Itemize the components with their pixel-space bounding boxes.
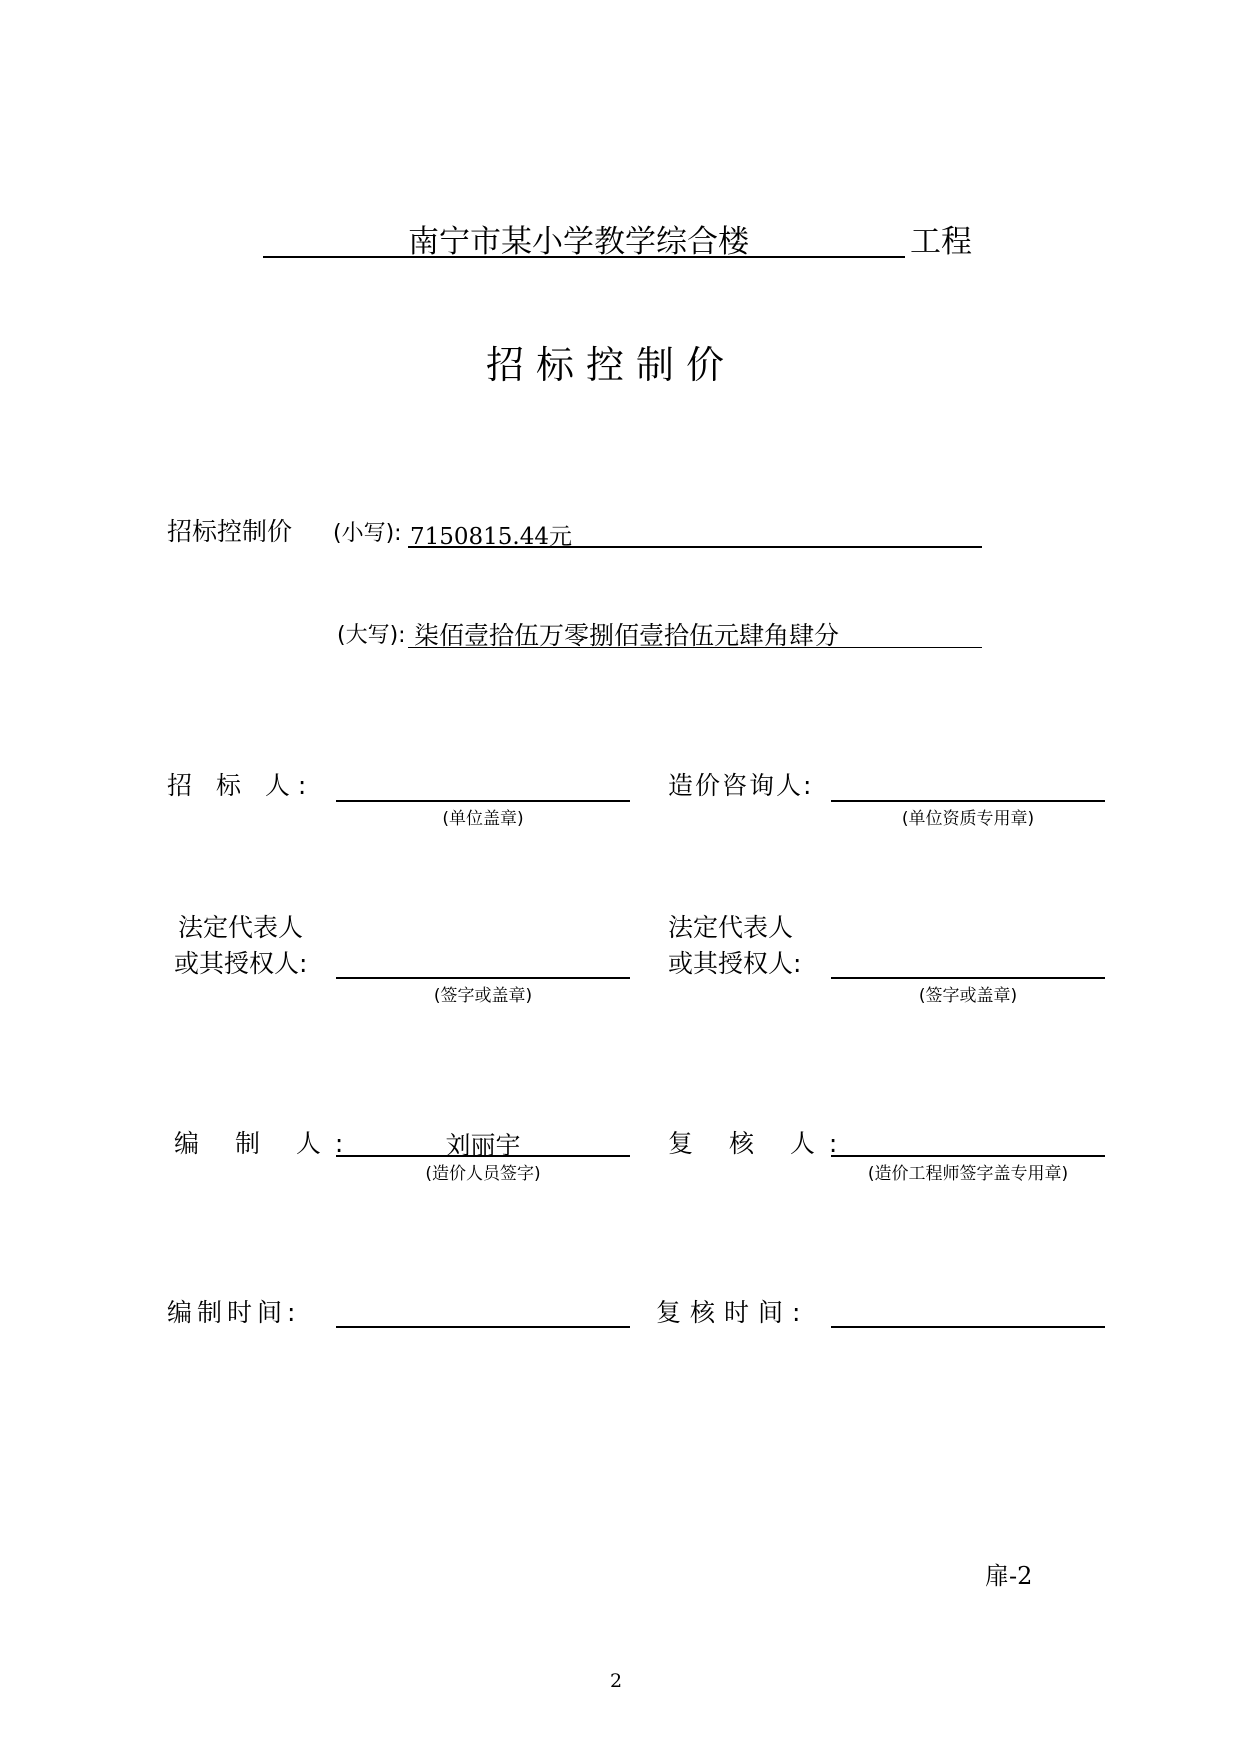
tenderer-rep-signature-line (336, 977, 630, 979)
review-time-line (831, 1326, 1105, 1328)
compile-time-line (336, 1326, 630, 1328)
project-name: 南宁市某小学教学综合楼 (408, 224, 749, 260)
tenderer-note: (单位盖章) (442, 809, 524, 829)
tenderer-label: 招 标 人: (167, 771, 315, 800)
consultant-rep-note: (签字或盖章) (918, 986, 1018, 1006)
consultant-rep-label-line2: 或其授权人: (668, 949, 802, 978)
price-large-underline (408, 647, 982, 648)
project-name-underline (263, 256, 905, 258)
price-small-label: (小写): (333, 521, 402, 546)
tenderer-rep-label-line2: 或其授权人: (174, 949, 308, 978)
tenderer-rep-label-line1: 法定代表人 (178, 913, 304, 942)
form-code: 扉-2 (985, 1562, 1033, 1590)
consultant-rep-signature-line (831, 977, 1105, 979)
price-label: 招标控制价 (167, 517, 293, 546)
reviewer-signature-line (831, 1155, 1105, 1157)
price-small-underline (408, 546, 982, 548)
document-title: 招标控制价 (486, 343, 737, 387)
consultant-label: 造价咨询人: (668, 771, 814, 800)
reviewer-note: (造价工程师签字盖专用章) (867, 1164, 1069, 1184)
compiler-label: 编 制 人: (174, 1129, 358, 1158)
compiler-signature-line (336, 1155, 630, 1157)
consultant-rep-label-line1: 法定代表人 (668, 913, 794, 942)
tenderer-signature-line (336, 800, 630, 802)
consultant-signature-line (831, 800, 1105, 802)
reviewer-label: 复 核 人: (668, 1129, 852, 1158)
review-time-label: 复核时间: (656, 1298, 810, 1327)
compiler-note: (造价人员签字) (425, 1164, 541, 1184)
consultant-note: (单位资质专用章) (901, 809, 1035, 829)
price-small-value: 7150815.44元 (410, 524, 573, 550)
price-large-label: (大写): (337, 623, 406, 648)
tenderer-rep-note: (签字或盖章) (433, 986, 533, 1006)
page-number: 2 (610, 1670, 623, 1692)
compile-time-label: 编制时间: (167, 1298, 301, 1327)
compiler-value: 刘丽宇 (445, 1131, 521, 1160)
project-suffix: 工程 (910, 224, 972, 260)
price-large-value: 柒佰壹拾伍万零捌佰壹拾伍元肆角肆分 (414, 621, 840, 650)
